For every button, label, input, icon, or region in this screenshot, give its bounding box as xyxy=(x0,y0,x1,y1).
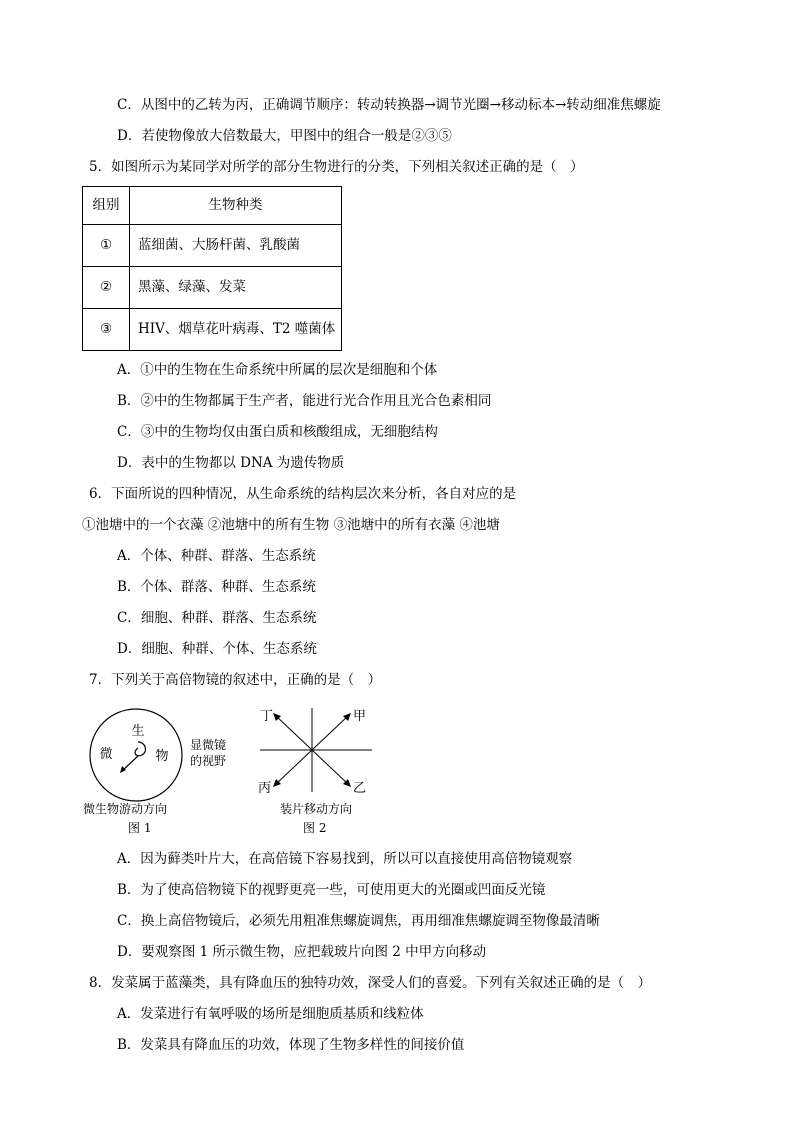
q7-option-c: C．换上高倍物镜后，必须先用粗准焦螺旋调焦，再用细准焦螺旋调至物像最清晰 xyxy=(117,913,600,929)
q6-items: ①池塘中的一个衣藻 ②池塘中的所有生物 ③池塘中的所有衣藻 ④池塘 xyxy=(82,517,500,533)
q8-option-a: A．发菜进行有氧呼吸的场所是细胞质基质和线粒体 xyxy=(117,1006,424,1022)
row-group-id: ② xyxy=(83,267,130,309)
row-group-id: ③ xyxy=(83,309,130,351)
fig1-side-label-1: 显微镜 xyxy=(190,738,227,752)
row-species: 蓝细菌、大肠杆菌、乳酸菌 xyxy=(130,225,342,267)
fig1-caption: 微生物游动方向 xyxy=(83,802,168,816)
q6-option-b: B．个体、群落、种群、生态系统 xyxy=(117,579,316,595)
q5-stem: 5．如图所示为某同学对所学的部分生物进行的分类，下列相关叙述正确的是（ ） xyxy=(89,159,584,175)
q7-option-b: B．为了使高倍物镜下的视野更亮一些，可使用更大的光圈或凹面反光镜 xyxy=(117,882,546,898)
q6-option-d: D．细胞、种群、个体、生态系统 xyxy=(117,641,317,657)
fig2-label-bing: 丙 xyxy=(258,781,272,796)
row-species: 黑藻、绿藻、发菜 xyxy=(130,267,342,309)
q8-stem: 8．发菜属于蓝藻类，具有降血压的独特功效，深受人们的喜爱。下列有关叙述正确的是（ ） xyxy=(89,975,652,991)
q7-option-a: A．因为藓类叶片大，在高倍镜下容易找到，所以可以直接使用高倍物镜观察 xyxy=(117,851,573,867)
table-header-row xyxy=(83,187,342,225)
q6-stem: 6．下面所说的四种情况，从生命系统的结构层次来分析，各自对应的是 xyxy=(89,486,517,502)
table-row xyxy=(83,309,342,351)
q7-option-d: D．要观察图 1 所示微生物，应把载玻片向图 2 中甲方向移动 xyxy=(117,944,487,960)
q5-option-b: B．②中的生物都属于生产者，能进行光合作用且光合色素相同 xyxy=(117,393,492,409)
row-species: HIV、烟草花叶病毒、T2 噬菌体 xyxy=(130,309,342,351)
arrow-yi xyxy=(312,750,348,784)
row-group-id: ① xyxy=(83,225,130,267)
fig1-char-wei: 微 xyxy=(99,747,113,762)
q4-option-d: D．若使物像放大倍数最大，甲图中的组合一般是②③⑤ xyxy=(117,128,452,144)
fig2-caption: 装片移动方向 xyxy=(280,802,353,816)
q8-option-b: B．发菜具有降血压的功效，体现了生物多样性的间接价值 xyxy=(117,1037,465,1053)
classification-table xyxy=(82,186,342,351)
fig1-side-label-2: 的视野 xyxy=(190,754,227,768)
fig2-label-yi: 乙 xyxy=(353,781,367,796)
q7-stem: 7．下列关于高倍物镜的叙述中，正确的是（ ） xyxy=(89,672,382,688)
q5-option-a: A．①中的生物在生命系统中所属的层次是细胞和个体 xyxy=(117,362,438,378)
fig1-char-wu: 物 xyxy=(155,749,169,764)
q4-option-c: C．从图中的乙转为丙，正确调节顺序：转动转换器→调节光圈→移动标本→转动细准焦螺旋 xyxy=(117,97,661,113)
q5-option-c: C．③中的生物均仅由蛋白质和核酸组成，无细胞结构 xyxy=(117,424,438,440)
q5-option-d: D．表中的生物都以 DNA 为遗传物质 xyxy=(117,455,345,471)
swim-direction-arrowhead xyxy=(120,766,126,773)
header-group: 组别 xyxy=(83,187,130,225)
arrow-bing xyxy=(276,750,312,784)
table-row xyxy=(83,267,342,309)
fig2-label-jia: 甲 xyxy=(353,709,367,724)
arrow-ding xyxy=(276,716,312,750)
fig2-name: 图 2 xyxy=(303,821,327,835)
figure-1-microscope-field xyxy=(80,700,250,840)
microorganism-icon xyxy=(135,742,145,756)
fig2-label-ding: 丁 xyxy=(260,709,274,724)
figure-2-slide-direction xyxy=(250,700,385,840)
q6-option-c: C．细胞、种群、群落、生态系统 xyxy=(117,610,317,626)
table-row xyxy=(83,225,342,267)
fig1-name: 图 1 xyxy=(128,821,152,835)
arrow-jia xyxy=(312,716,348,750)
fig1-char-sheng: 生 xyxy=(131,724,145,739)
q6-option-a: A．个体、种群、群落、生态系统 xyxy=(117,548,316,564)
header-species: 生物种类 xyxy=(130,187,342,225)
